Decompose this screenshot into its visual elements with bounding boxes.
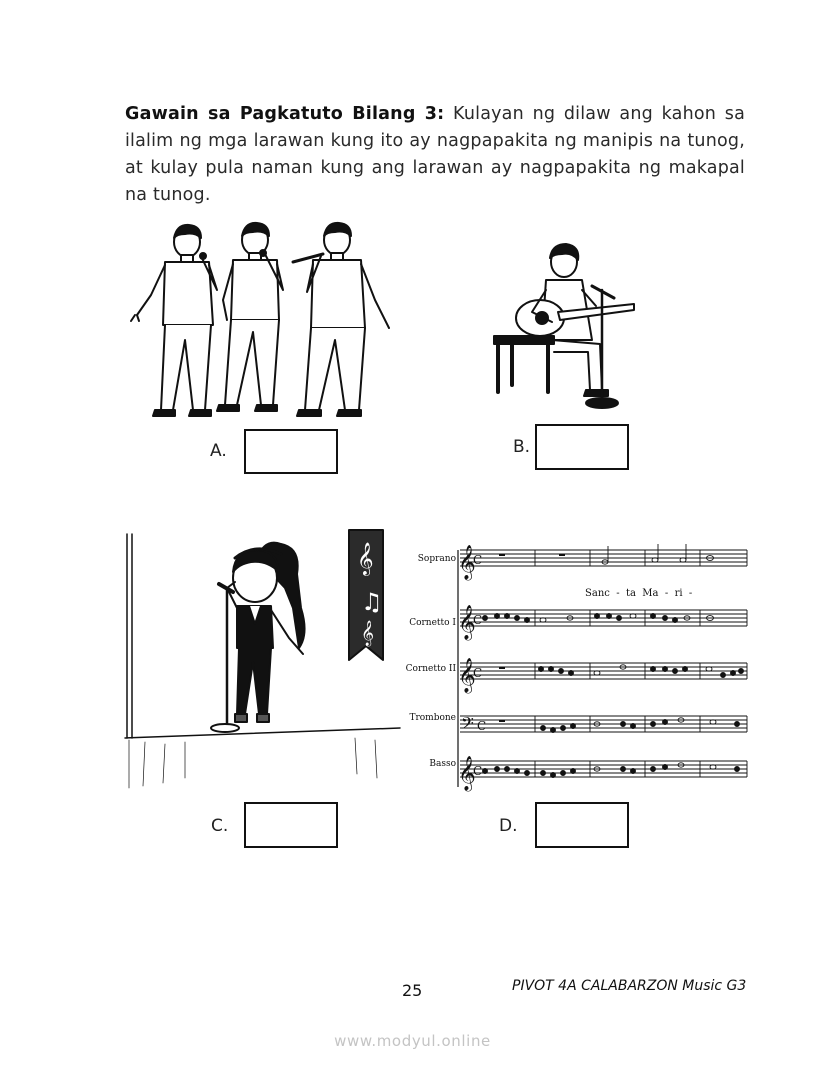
svg-text:𝄞: 𝄞	[458, 756, 476, 791]
svg-text:𝄞: 𝄞	[458, 605, 476, 640]
svg-text:𝄞: 𝄞	[361, 621, 375, 646]
svg-text:𝄞: 𝄞	[458, 545, 476, 580]
item-d-letter: D.	[499, 816, 518, 836]
boy-playing-guitar-illustration	[492, 240, 642, 415]
answer-box-c[interactable]	[244, 802, 338, 848]
answer-box-b[interactable]	[535, 424, 629, 470]
activity-text: Kulayan ng dilaw ang kahon sa ilalim ng mga larawan kung ito ay nagpapakita ng manipis na tunog, at kulay pula naman kung ang larawan ay nagpapakita ng makapal na tunog.	[125, 104, 745, 205]
score-part-label: Cornetto I	[409, 618, 456, 628]
footer-title: PIVOT 4A CALABARZON Music G3	[512, 978, 747, 994]
three-boys-singing-illustration	[125, 220, 395, 425]
score-part-label: Soprano	[417, 554, 456, 564]
svg-text:C: C	[477, 719, 487, 733]
musical-score-illustration	[405, 540, 755, 791]
score-part-label: Trombone	[409, 713, 456, 723]
score-lyrics: Sanc - ta Ma - ri -	[585, 588, 693, 599]
answer-box-d[interactable]	[535, 802, 629, 848]
svg-text:C: C	[473, 553, 483, 567]
svg-text:C: C	[473, 764, 483, 778]
score-part-label: Cornetto II	[405, 664, 456, 674]
svg-text:C: C	[473, 666, 483, 680]
activity-instructions	[125, 101, 745, 209]
girl-singing-on-stage-illustration	[125, 528, 400, 790]
item-b-letter: B.	[513, 437, 531, 457]
page-number: 25	[402, 981, 423, 1000]
svg-text:𝄢: 𝄢	[461, 713, 474, 737]
svg-text:𝄞: 𝄞	[357, 542, 374, 575]
svg-text:C: C	[473, 613, 483, 627]
item-c-letter: C.	[211, 816, 229, 836]
svg-text:𝄞: 𝄞	[458, 658, 476, 693]
score-staves	[458, 544, 747, 792]
watermark: www.modyul.online	[334, 1032, 491, 1050]
svg-text:♫: ♫	[361, 588, 383, 616]
answer-box-a[interactable]	[244, 429, 338, 474]
item-a-letter: A.	[210, 441, 227, 461]
activity-title: Gawain sa Pagkatuto Bilang 3:	[125, 104, 445, 124]
score-part-label: Basso	[429, 759, 456, 769]
